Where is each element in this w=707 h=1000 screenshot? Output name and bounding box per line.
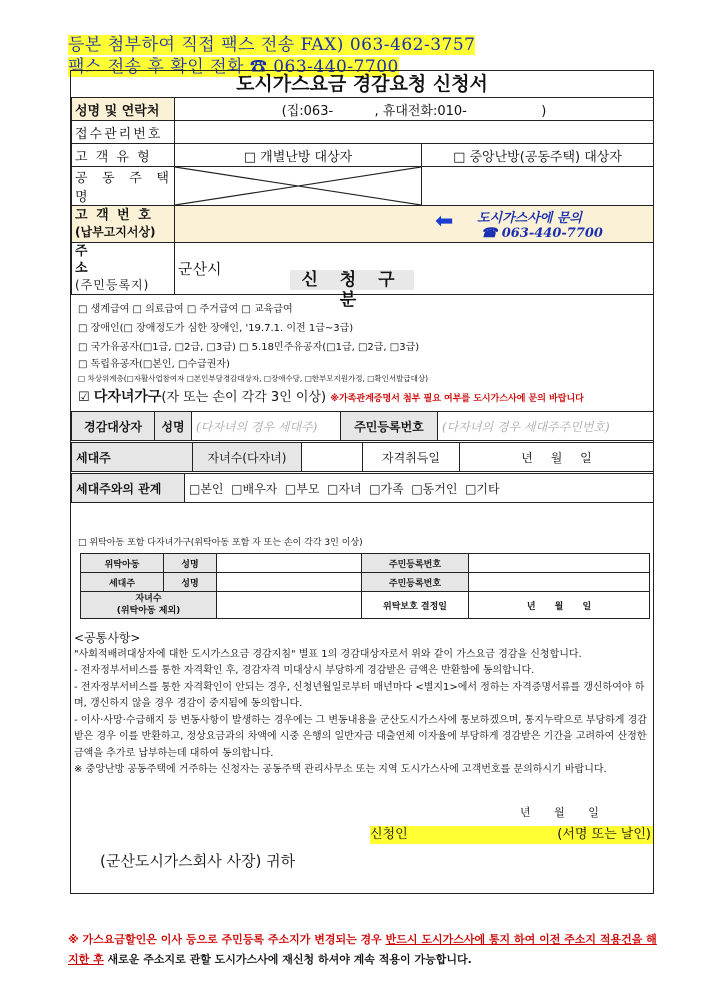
foster-count-label <box>81 592 217 619</box>
foster-rrn-label: 주민등록번호 <box>362 554 469 573</box>
form-title: 도시가스요금 경감요청 신청서 <box>71 71 653 98</box>
multi-child-desc: (자 또는 손이 각각 3인 이상) <box>161 390 327 405</box>
common-p1: "사회적배려대상자에 대한 도시가스요금 경감지침" 별표 1의 경감대상자로서 위와 같이 가스요금 경감을 신청합니다. <box>74 648 582 660</box>
type-central-option[interactable]: □ 중앙난방(공동주택) 대상자 <box>422 144 654 167</box>
foster-decision-field[interactable]: 년 월 일 <box>469 592 650 619</box>
contact-value: (집:063- , 휴대전화:010- ) <box>281 103 547 119</box>
option-line-4[interactable]: □ 독립유공자(□본인, □수급권자) <box>78 359 230 370</box>
qualify-date-field[interactable]: 년 월 일 <box>460 443 654 472</box>
address-label <box>72 243 175 295</box>
option-line-1[interactable]: □ 생계급여 □ 의료급여 □ 주거급여 □ 교육급여 <box>78 304 293 315</box>
apartment-field[interactable] <box>422 167 654 206</box>
footer-notice <box>68 930 658 970</box>
target-rrn-label: 주민등록번호 <box>341 412 438 441</box>
common-p4: - 이사·사망·수급해지 등 변동사항이 발생하는 경우에는 그 변동내용을 군산도시가스사에 통보하겠으며, 통지누락으로 부당하게 경감받은 경우 이를 반환하고, 정상요금과의 차액에 시중 은행의 일반자금 대출연체 이자율에 부당하게 경감받은 기간을 고려하여 산정한 금액을 추가로 납부하는데 대하여 동의합니다. <box>74 714 647 759</box>
common-terms <box>74 630 652 779</box>
target-table <box>71 411 654 441</box>
foster-name-label: 성명 <box>164 554 217 573</box>
footer-part-a: ※ 가스요금할인은 이사 등으로 주민등록 주소지가 변경되는 경우 <box>68 933 386 946</box>
qualify-date-label: 자격취득일 <box>363 443 460 472</box>
type-individual-option[interactable]: □ 개별난방 대상자 <box>175 144 422 167</box>
checked-box-icon[interactable]: ☑ <box>78 390 90 405</box>
foster-head-rrn-label: 주민등록번호 <box>362 573 469 592</box>
name-contact-label: 성명 및 연락처 <box>72 98 175 121</box>
foster-table <box>80 553 650 619</box>
contact-field[interactable] <box>175 98 654 121</box>
children-count-label: 자녀수(다자녀) <box>193 443 302 472</box>
foster-head-label: 세대주 <box>81 573 164 592</box>
foster-count-label-2: (위탁아동 제외) <box>116 606 181 616</box>
foster-count-field[interactable] <box>217 592 362 619</box>
multi-child-option[interactable] <box>78 386 584 406</box>
address-label-text: 주 소 <box>75 244 136 276</box>
target-name-hint: (다자녀의 경우 세대주) <box>196 419 318 434</box>
applicant-label: 신청인 <box>370 827 408 842</box>
relation-options[interactable]: □본인 □배우자 □부모 □자녀 □가족 □동거인 □기타 <box>185 474 654 503</box>
arrow-left-icon: ⬅ <box>435 209 454 234</box>
customer-no-label <box>72 206 175 243</box>
customer-no-sub: (납부고지서상) <box>75 225 156 239</box>
foster-count-label-1: 자녀수 <box>135 594 162 604</box>
inquiry-note <box>477 207 603 241</box>
receipt-no-field <box>175 121 654 144</box>
foster-rrn-field[interactable] <box>469 554 650 573</box>
phone-instruction-text: 팩스 전송 후 확인 전화 ☎ 063-440-7700 <box>68 57 399 77</box>
footer-part-b: 반드시 도시가스사에 통지 하여 이전 주소지 적용건을 해지한 후 <box>68 933 657 966</box>
applicant-info-table <box>71 97 654 295</box>
target-name-label: 성명 <box>155 412 192 441</box>
target-rrn-field[interactable] <box>438 412 654 441</box>
common-title: <공통사항> <box>74 631 141 645</box>
target-rrn-hint: (다자녀의 경우 세대주주민번호) <box>442 419 610 434</box>
inquiry-note-line2: ☎ 063-440-7700 <box>481 226 603 241</box>
target-label: 경감대상자 <box>72 412 155 441</box>
target-name-field[interactable] <box>192 412 341 441</box>
common-p2: - 전자정부서비스를 통한 자격확인 후, 경감자격 미대상시 부당하게 경감받은 금액은 반환함에 동의합니다. <box>74 665 535 676</box>
relation-table <box>71 473 654 503</box>
receipt-no-label: 접수관리번호 <box>72 121 175 144</box>
customer-no-field[interactable] <box>175 206 654 243</box>
foster-head-name-field[interactable] <box>217 573 362 592</box>
option-line-2[interactable]: □ 장애인(□ 장애정도가 심한 장애인, '19.7.1. 이전 1급~3급) <box>78 323 354 334</box>
multi-child-title: 다자녀가구 <box>93 389 162 405</box>
apartment-label: 공 동 주 택 명 <box>72 167 175 206</box>
recipient: (군산도시가스회사 사장) 귀하 <box>100 852 296 870</box>
fax-instruction-text: 등본 첨부하여 직접 팩스 전송 FAX) 063-462-3757 <box>68 35 476 55</box>
foster-decision-label: 위탁보호 결정일 <box>362 592 469 619</box>
signature-line[interactable] <box>370 826 653 844</box>
foster-head-rrn-field[interactable] <box>469 573 650 592</box>
head-table <box>71 442 654 472</box>
option-line-5[interactable]: □ 차상위계층(□자활사업참여자 □본인부담경감대상자, □장애수당, □한부모지원가정, □확인서발급대상) <box>78 374 428 383</box>
common-p3: - 전자정부서비스를 통한 자격확인이 안되는 경우, 신청년월일로부터 매년마다 <별지1>에서 정하는 자격증명서류를 갱신하여야 하며, 갱신하지 않을 경우 경감이 중지됨에 동의합니다. <box>74 681 645 709</box>
multi-child-note: ※가족관계증명서 첨부 필요 여부를 도시가스사에 문의 바랍니다 <box>330 394 584 404</box>
apply-section-title: 신 청 구 분 <box>290 270 414 290</box>
address-field[interactable] <box>175 243 654 295</box>
customer-no-label-text: 고 객 번 호 <box>75 208 153 223</box>
relation-label: 세대주와의 관계 <box>72 474 185 503</box>
customer-type-label: 고 객 유 형 <box>72 144 175 167</box>
foster-title[interactable]: □ 위탁아동 포함 다자녀가구(위탁아동 포함 자 또는 손이 각각 3인 이상) <box>78 538 363 548</box>
inquiry-note-line1: 도시가스사에 문의 <box>477 211 582 226</box>
foster-child-label: 위탁아동 <box>81 554 164 573</box>
head-label: 세대주 <box>72 443 193 472</box>
option-line-3[interactable]: □ 국가유공자(□1급, □2급, □3급) □ 5.18민주유공자(□1급, □2급, □3급) <box>78 342 420 353</box>
foster-head-name-label: 성명 <box>164 573 217 592</box>
common-p5: ※ 중앙난방 공동주택에 거주하는 신청자는 공동주택 관리사무소 또는 지역 도시가스사에 고객번호를 문의하시기 바랍니다. <box>74 764 607 775</box>
sign-date[interactable]: 년 월 일 <box>520 806 599 819</box>
apartment-disabled-cell <box>175 167 422 206</box>
signature-hint: (서명 또는 날인) <box>557 827 651 842</box>
footer-part-c: 새로운 주소지로 관할 도시가스사에 재신청 하셔야 계속 적용이 가능합니다. <box>103 953 472 966</box>
children-count-field[interactable] <box>302 443 363 472</box>
cross-out-icon <box>175 167 421 205</box>
foster-name-field[interactable] <box>217 554 362 573</box>
address-sub: (주민등록지) <box>75 278 150 292</box>
address-value: 군산시 <box>178 260 222 278</box>
